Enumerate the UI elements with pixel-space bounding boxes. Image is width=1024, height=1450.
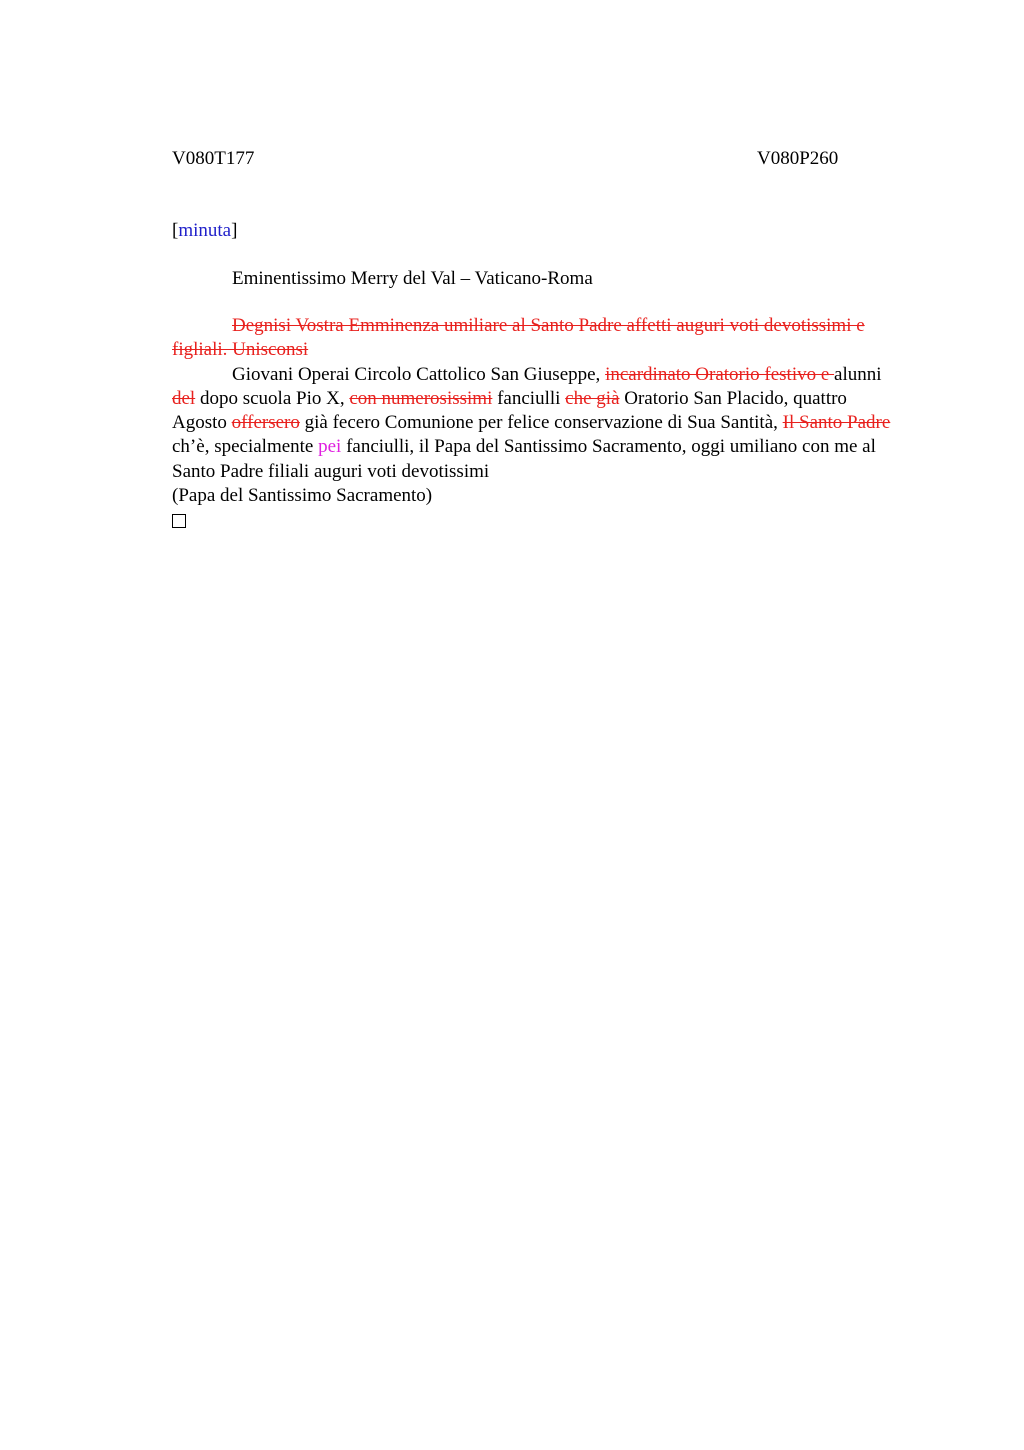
body-text: fanciulli, il Papa del Santissimo Sacramento, oggi umiliano con me al Santo Padre filiali auguri voti devotissimi	[172, 436, 876, 482]
checkbox-row	[172, 508, 902, 534]
deleted-text: che già	[565, 387, 620, 409]
document-page	[172, 146, 902, 534]
body-text: già fecero Comunione per felice conservazione di Sua Santità,	[299, 412, 783, 434]
telegram-body	[172, 363, 902, 484]
header-row	[172, 146, 902, 172]
tag-close-bracket: ]	[231, 220, 238, 241]
tag-open-bracket: [	[172, 220, 179, 241]
body-text: Giovani Operai Circolo Cattolico San Giuseppe,	[232, 363, 606, 385]
deleted-text: con numerosissimi	[349, 387, 493, 409]
body-text: Oratorio San Placido, quattro Agosto	[172, 387, 847, 434]
deleted-text: incardinato Oratorio festivo e	[605, 363, 835, 385]
deleted-text: offersero	[231, 412, 300, 434]
body-text: ch’è, specialmente	[172, 436, 319, 458]
inserted-text: pei	[318, 436, 342, 458]
document-code-left: V080T177	[172, 148, 255, 169]
addressee-line: Eminentissimo Merry del Val – Vaticano-Roma	[232, 268, 593, 289]
body-text: fanciulli	[492, 387, 566, 409]
body-text: dopo scuola Pio X,	[195, 387, 350, 409]
document-type-tag	[172, 218, 902, 244]
closing-note: (Papa del Santissimo Sacramento)	[172, 485, 433, 507]
checkbox-square-icon	[172, 514, 186, 528]
deleted-paragraph	[172, 314, 902, 363]
document-code-right: V080P260	[757, 148, 839, 169]
body-text: alunni	[834, 363, 882, 385]
deleted-text: Degnisi Vostra Emminenza umiliare al Santo Padre affetti auguri voti devotissimi e figliali. Unisconsi	[172, 315, 865, 361]
deleted-text: Il Santo Padre	[782, 412, 891, 434]
tag-word: minuta	[178, 220, 232, 241]
deleted-text: del	[172, 387, 196, 409]
